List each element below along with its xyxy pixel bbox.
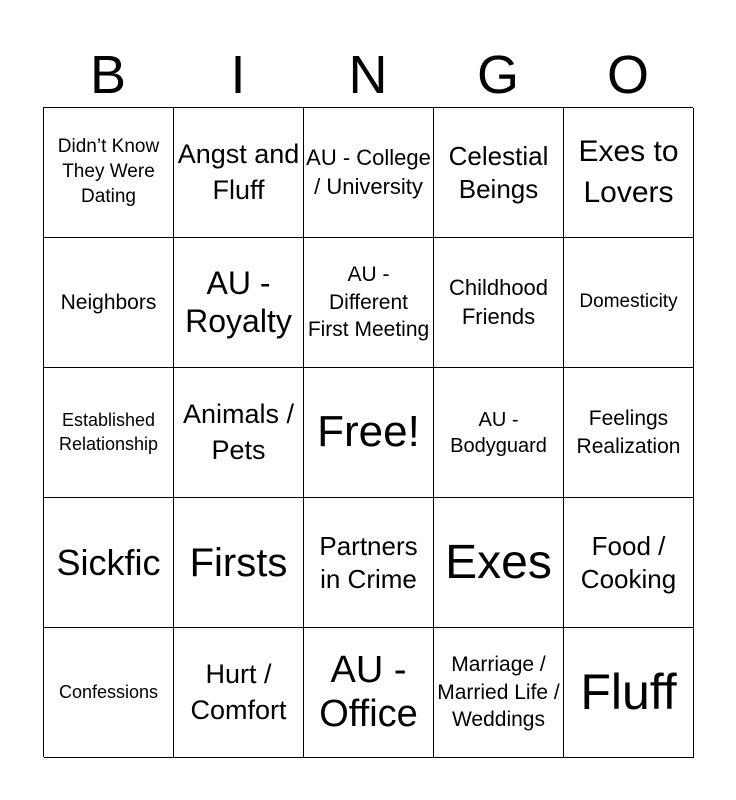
cell-label: AU - Royalty [185,264,292,339]
cell-label: Firsts [189,540,288,585]
cell-label: AU - College / University [306,144,431,199]
cell-label: AU - Bodyguard [450,408,547,457]
bingo-cell[interactable] [44,108,174,238]
bingo-cell[interactable] [44,498,174,628]
bingo-board [43,107,693,757]
cell-label: Childhood Friends [448,274,549,329]
bingo-cell[interactable] [564,368,694,498]
cell-label: Established Relationship [58,410,159,454]
cell-label: Fluff [580,663,677,720]
cell-label: Celestial Beings [448,141,549,204]
header-letter-n: N [348,45,388,105]
free-space-label: Free! [317,407,420,457]
bingo-cell[interactable] [434,498,564,628]
header-letter-g: G [476,45,519,105]
cell-label: Hurt / Comfort [190,658,287,725]
header-letter-o: O [606,45,649,105]
cell-label: Sickfic [56,541,161,583]
bingo-cell[interactable] [434,628,564,758]
cell-label: Domesticity [579,291,678,313]
bingo-cell[interactable] [564,628,694,758]
cell-label: Marriage / Married Life / Weddings [437,652,560,732]
bingo-cell[interactable] [304,498,434,628]
bingo-cell[interactable] [44,628,174,758]
cell-label: AU - Office [319,648,418,735]
header-letter-i: I [230,45,246,105]
cell-label: Angst and Fluff [177,138,300,205]
bingo-cell[interactable] [564,108,694,238]
bingo-cell[interactable] [564,238,694,368]
cell-label: Confessions [58,681,159,702]
bingo-cell[interactable] [174,238,304,368]
cell-label: Animals / Pets [182,398,295,465]
cell-label: Exes [445,535,552,589]
bingo-cell[interactable] [304,238,434,368]
cell-label: Food / Cooking [580,531,677,594]
cell-label: AU - Different First Meeting [307,262,430,342]
bingo-cell[interactable] [434,108,564,238]
bingo-cell[interactable] [44,368,174,498]
cell-label: Didn’t Know They Were Dating [57,136,160,207]
bingo-cell[interactable] [174,498,304,628]
bingo-cell[interactable] [304,108,434,238]
bingo-cell[interactable] [434,238,564,368]
cell-label: Neighbors [60,290,157,314]
bingo-cell[interactable] [174,108,304,238]
cell-label: Feelings Realization [576,406,681,458]
bingo-cell[interactable] [434,368,564,498]
bingo-cell[interactable] [174,628,304,758]
cell-label: Exes to Lovers [578,135,679,209]
header-letter-b: B [89,45,127,105]
bingo-cell[interactable] [564,498,694,628]
bingo-cell[interactable] [304,628,434,758]
bingo-cell[interactable] [174,368,304,498]
free-space-cell[interactable] [304,368,434,498]
bingo-cell[interactable] [44,238,174,368]
cell-label: Partners in Crime [319,531,418,594]
bingo-header [43,44,693,106]
